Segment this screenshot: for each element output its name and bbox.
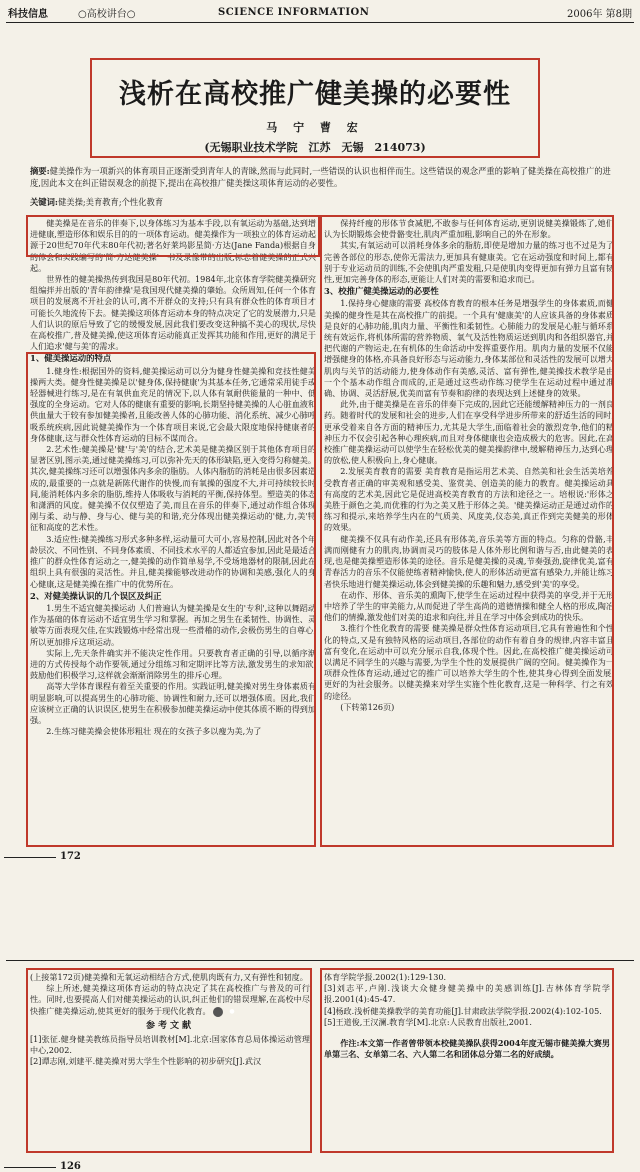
reference-item: [5]王道俊,王汉澜.教育学[M].北京:人民教育出版社,2001. <box>324 1016 532 1027</box>
paragraph: 2.生练习健美操会使体形粗壮 现在的女孩子多以瘦为美,为了 <box>46 726 262 737</box>
header-rule <box>6 22 634 23</box>
abstract <box>30 165 620 189</box>
paragraph: 此外,由于健美操是在音乐的伴奏下完成的,因此它还能缓解精神压力的一剂良药。随着时代的发展和社会的进步,人们在享受科学进步所带来的舒适生活的同时,更承受着来自各方面的精神压力,尤其是大学生,面临着社会的激烈竞争,他们的精神压力不仅会引起各种心理疾病,而且对身体健康也会造成极大的危害。因此,在高校推广健美操运动可以使学生在轻松优美的健美操韵律中,缓解精神压力,达到心理的放松,使人积极向上,身心健康。 <box>324 399 614 466</box>
paragraph: 2.发展美育教育的需要 美育教育是指运用艺术美、自然美和社会生活美培养受教育者正确的审美观和感受美、鉴赏美、创造美的能力的教育。健美操运动具有高度的艺术美,因此它是促进高校美育教育的方法和途径之一。培根说:'形体之美胜于颜色之美,而优雅的行为之美又胜于形体之美。'健美操运动正是通过动作的练习和提示,来培养学生内在的气质美、风度美,仪态美,真正作到完美健美的形体的效果。 <box>324 466 614 533</box>
references-title: 参考文献 <box>145 1020 194 1031</box>
page-number-rule <box>4 1167 56 1168</box>
reference-item: [1]张征.健身健美教练员指导员培训教材[M].北京:国家体育总局体操运动管理中心,2002. <box>30 1034 310 1056</box>
abstract-label: 摘要: <box>30 166 50 176</box>
paragraph: 1.男生不适宜健美操运动 人们普遍认为健美操是女生的'专利',这种以舞蹈动作为基础的体育运动不适宜男生学习和掌握。再加之男生在柔韧性、协调性、灵敏等方面表现欠佳,在实践锻炼中经常出现一些滑稽的动作,会极伤男生的自尊心,所以更加排斥这项运动。 <box>30 602 316 647</box>
highlight-box-right-column <box>320 215 614 847</box>
article-title: 浅析在高校推广健美操的必要性 <box>119 79 511 110</box>
reference-item: [3]刘志平,卢刚.浅谈大众健身健美操中的美感训练[J].吉林体育学院学报.2001(4):45-47. <box>324 983 610 1005</box>
paragraph: (下转第126页) <box>340 701 395 712</box>
section-heading: 2、对健美操认识的几个误区及纠正 <box>30 590 162 601</box>
thumb-icon: ● <box>213 1007 223 1017</box>
reference-item: [4]杨政.浅析健美操教学的美育功能[J].甘肃政法学院学报.2002(4):102-105. <box>324 1005 602 1016</box>
section-name: ○高校讲台○ <box>78 8 136 20</box>
article-author: 马 宁 曹 宏 <box>266 121 364 134</box>
paragraph: 高等大学体育课程有着至关重要的作用。实践证明,健美操对男生身体素质有明显影响,可以提高男生的心肺功能、协调性和耐力,还可以增强体质。因此,我们应该树立正确的认识误区,使男生在积极参加健美操运动中使其体质不断的得到加强。 <box>30 681 316 725</box>
paragraph: 实际上,先天条件确实并不能决定性作用。只要教育者正确的引导,以循序渐进的方式传授每个动作要领,通过分组练习和定期评比等方法,激发男生的求知欲,鼓励他们积极学习,这样就会渐渐消除男生的排斥心理。 <box>30 647 316 681</box>
section-heading: 3、校推广健美操运动的必要性 <box>324 286 439 297</box>
paragraph: 在动作、形体、音乐美的熏陶下,使学生在运动过程中获得美的享受,并于无形中培养了学生的审美能力,从而促进了学生高尚的道德情操和健全人格的形成,陶冶他们的情操,激发他们对美的追求和向往,并且在学习中体会到成功的快乐。 <box>324 589 614 623</box>
highlight-box-bottom-right <box>320 968 614 1153</box>
continued-text: (上接第172页)健美操和无氧运动相结合方式,使肌肉既有力,又有弹性和韧度。 <box>30 972 308 982</box>
abstract-text: 健美操作为一项新兴的体育项目正逐渐受到青年人的青睐,然而与此同时,一些错误的认识也相伴而生。这些错误的观念严重的影响了健美操在高校推广的进度,因此本文在纠正错误观念的前提下,提出在高校推广健美操这项体育运动的必要性。 <box>30 166 611 188</box>
paragraph: 健美操是在音乐的伴奏下,以身体练习为基本手段,以有氧运动为基础,达到增进健康,塑造形体和娱乐目的的一项体育运动。健美操作为一项独立的体育运动起源于20世纪70年代末80年代初;著名好莱坞影星简·方达(Jane Fanda)根据自身的体会和实践编写的'简·方达健美操'一书及录像带的出版,标志着健美操的正式兴起。 <box>30 218 316 273</box>
highlight-box-bottom-left <box>26 968 312 1153</box>
paragraph: 健美操不仅具有动作美,还具有形体美,音乐美等方面的特点。匀称的骨骼,丰满而刚健有力的肌肉,协调而灵巧的肢体是人体外形比例和谐与否,由此健美的表现,也是健美操塑造形体美的途径。音乐是健美操的灵魂,节奏强劲,旋律优美,富有青春活力的音乐不仅能使练者精神愉快,使人的形体活动更富有感染力,并能让练习者快乐地进行健美操运动,体会到健美操的乐趣和魅力,感受到'美'的享受。 <box>324 533 614 589</box>
highlight-box-intro <box>26 215 320 257</box>
issue-number: 2006年 第8期 <box>567 8 632 20</box>
paragraph: 1.健身性:根据国外的资料,健美操运动可以分为健身性健美操和竞技性健美操两大类。健身性健美操是以'健身体,保持健康'为其基本任务,它通常采用徒手或轻器械进行练习,是在有氧供血充足的情况下,以人体有氧耐供能量的一种中、低强度的全身运动。它对人体的健康有重要的影响,长期坚持健美操的人心脏血液和供血量大于较有参加健美操者,且能改善人体的心肺功能、消化系统、减少心肺呼吸系统疾病,因此说健美操作为一个体育项目来说,它会最大限度地保持健康者的身体健康,这与群众性体育运动的目标不谋而合。 <box>30 365 316 443</box>
summary-text: 综上所述,健美操这项体育运动的特点决定了其在高校推广与普及的可行性。同时,也要提高人们对健美操运动的认识,纠正他们的错误理解,在高校中尽快推广健美操运动,使其更好的服务于现代化教育。 <box>30 983 310 1016</box>
paragraph: 其实,有氧运动可以消耗身体多余的脂肪,即使是增加力量的练习也不过是为了完善各部位的形态,使你无需法力,更加具有健康美。它在运动强度和时间上,都有别于专业运动员的训练,不会使肌肉严重发粗,只是使肌肉变得更加有弹力且富有韧性,更加完善身体的形态,更能让人们对美的需要和追求而已。 <box>324 240 614 285</box>
paragraph: 1.保持身心健康的需要 高校体育教育的根本任务是增强学生的身体素质,而健美操的健身性是其在高校推广的前提。一个具有'健康美'的人应该具备的身体素质是良好的心肺功能,肌肉力量、平衡性和柔韧性。心肺能力的发展是心脏与循环系统有效运作,将机体所需的营养物质、氧气及活性物质运送到肌肉和各组织器官,并把代谢的产物运走,在有机体的生命活动中发挥重要作用。肌肉力量的发展不仅能增强健身的体格,亦具备良好形态与运动能力,身体某部位和灵活性的发展可以增大肌肉与关节的活动能力,使身体动作有美感,灵活、富有弹性,健美操技术教学是由一个个基本动作组合而成的,正是通过这些动作练习使学生在运动过程中通过准确、协调、灵活舒展,优美而富有节奏和韵律的表现达到上述健身的效果。 <box>324 298 614 399</box>
journal-english-name: SCIENCE INFORMATION <box>218 6 370 18</box>
title-highlight-box <box>90 58 540 158</box>
paragraph: 3.适应性:健美操练习形式多种多样,运动量可大可小,容易控制,因此对各个年龄层次、不同性别、不同身体素质、不同技术水平的人都适宜参加,因此是最适合推广的群众性体育运动之一,健美操的动作简单易学,不受场地器材的限制,因此在组织上具有很强的灵活性。并且,健美操能够改进动作的协调和美感,强化人的身心健康,这是健美操在推广中的优势所在。 <box>30 533 316 589</box>
running-header <box>8 4 632 20</box>
journal-name: 科技信息 <box>8 8 48 20</box>
page-separator <box>6 960 634 961</box>
page-number-bottom: 126 <box>60 1161 81 1172</box>
paragraph: 保持纤瘦的形体节食减肥,不敢参与任何体育运动,更别说健美操锻炼了,她们认为长期锻炼会使骨骼变壮,肌肉严重加粗,影响自己的外在形象。 <box>324 218 614 240</box>
article-affiliation: (无锡职业技术学院 江苏 无锡 214073) <box>204 141 426 154</box>
section-heading: 1、健美操运动的特点 <box>30 353 112 364</box>
keywords-text: 健美操;美育教育;个性化教育 <box>57 197 164 207</box>
reference-item: 体育学院学报.2002(1):129-130. <box>324 972 447 982</box>
page-number-rule <box>4 857 56 858</box>
reference-item: [2]谭志刚,刘建平.健美操对男大学生个性影响的初步研究[J].武汉 <box>30 1056 262 1067</box>
paragraph: 2.艺术性:健美操是'健'与'美'的结合,艺术美是健美操区别于其他体育项目的显著区别,图示美,通过健美操练习,可以弥补先天的体形缺陷,更入变得匀称健美。其次,健美操练习还可以增强体内多余的脂肪。人体内脂肪的消耗是由很多因素造成的,最重要的一点就是新陈代谢作的快慢,而有氧操的强度不大,并可持续较长时间,能消耗体内多余的脂肪,维持人体吸收与消耗的平衡,保持体型。塑造美的体态和潇洒的风度。健美操不仅仅塑造了美,而且在音乐的伴奏下,通过动作组合体现刚与柔、动与静、身与心、健与美的和谐,充分体现出健美操运动的'健,力,美'特征和高度的艺术性。 <box>30 444 316 533</box>
author-note: 作注:本文第一作者曾带领本校健美操队获得2004年度无锡市健美操大赛男单第三名、女单第二名、六人第二名和团体总分第二名的好成绩。 <box>324 1038 610 1060</box>
page-number-top: 172 <box>60 851 81 862</box>
paragraph: 3.推行个性化教育的需要 健美操是群众性体育运动项目,它具有普遍性和个性化的特点,又是有独特风格的运动项目,各部位的动作有着自身的规律,内容丰富且富有变化,在运动中可以充分展示自我,体现个性。因此,在高校推广健美操运动可以满足不同学生的兴趣与需要,为学生个性的发展提供广阔的空间。健美操作为一项群众性体育运动,通过它的推广可以培养大学生的个性,使其身心得到全面发展,更好的为社会服务。以健美操来对学生实施个性化教育,这是一种科学、行之有效的途径。 <box>324 623 614 701</box>
keywords-label: 关键词: <box>30 197 58 207</box>
highlight-box-left-body <box>26 352 316 847</box>
paragraph: 世界性的健美操热传到我国是80年代初。1984年,北京体育学院健美操研究组编拌并出版的'青年韵律操'是我国现代健美操的肇始。众所周知,任何一个体育项目的发展离不开社会的认可,离不开群众的支持;只有具有群众性的体育项目才可能长久地流传下去。健美操这项体育运动本身的特点决定了它的发展潜力,只是人们认识的原后导致了它的缓慢发展,因此我们要改变这种搞不美心的现状,尽快在高校推广,普及健美操,使这项体育运动能真正发挥其功能和作用,更好的满足于人们追求'健与美'的需求。 <box>30 274 316 352</box>
keywords <box>30 196 620 208</box>
